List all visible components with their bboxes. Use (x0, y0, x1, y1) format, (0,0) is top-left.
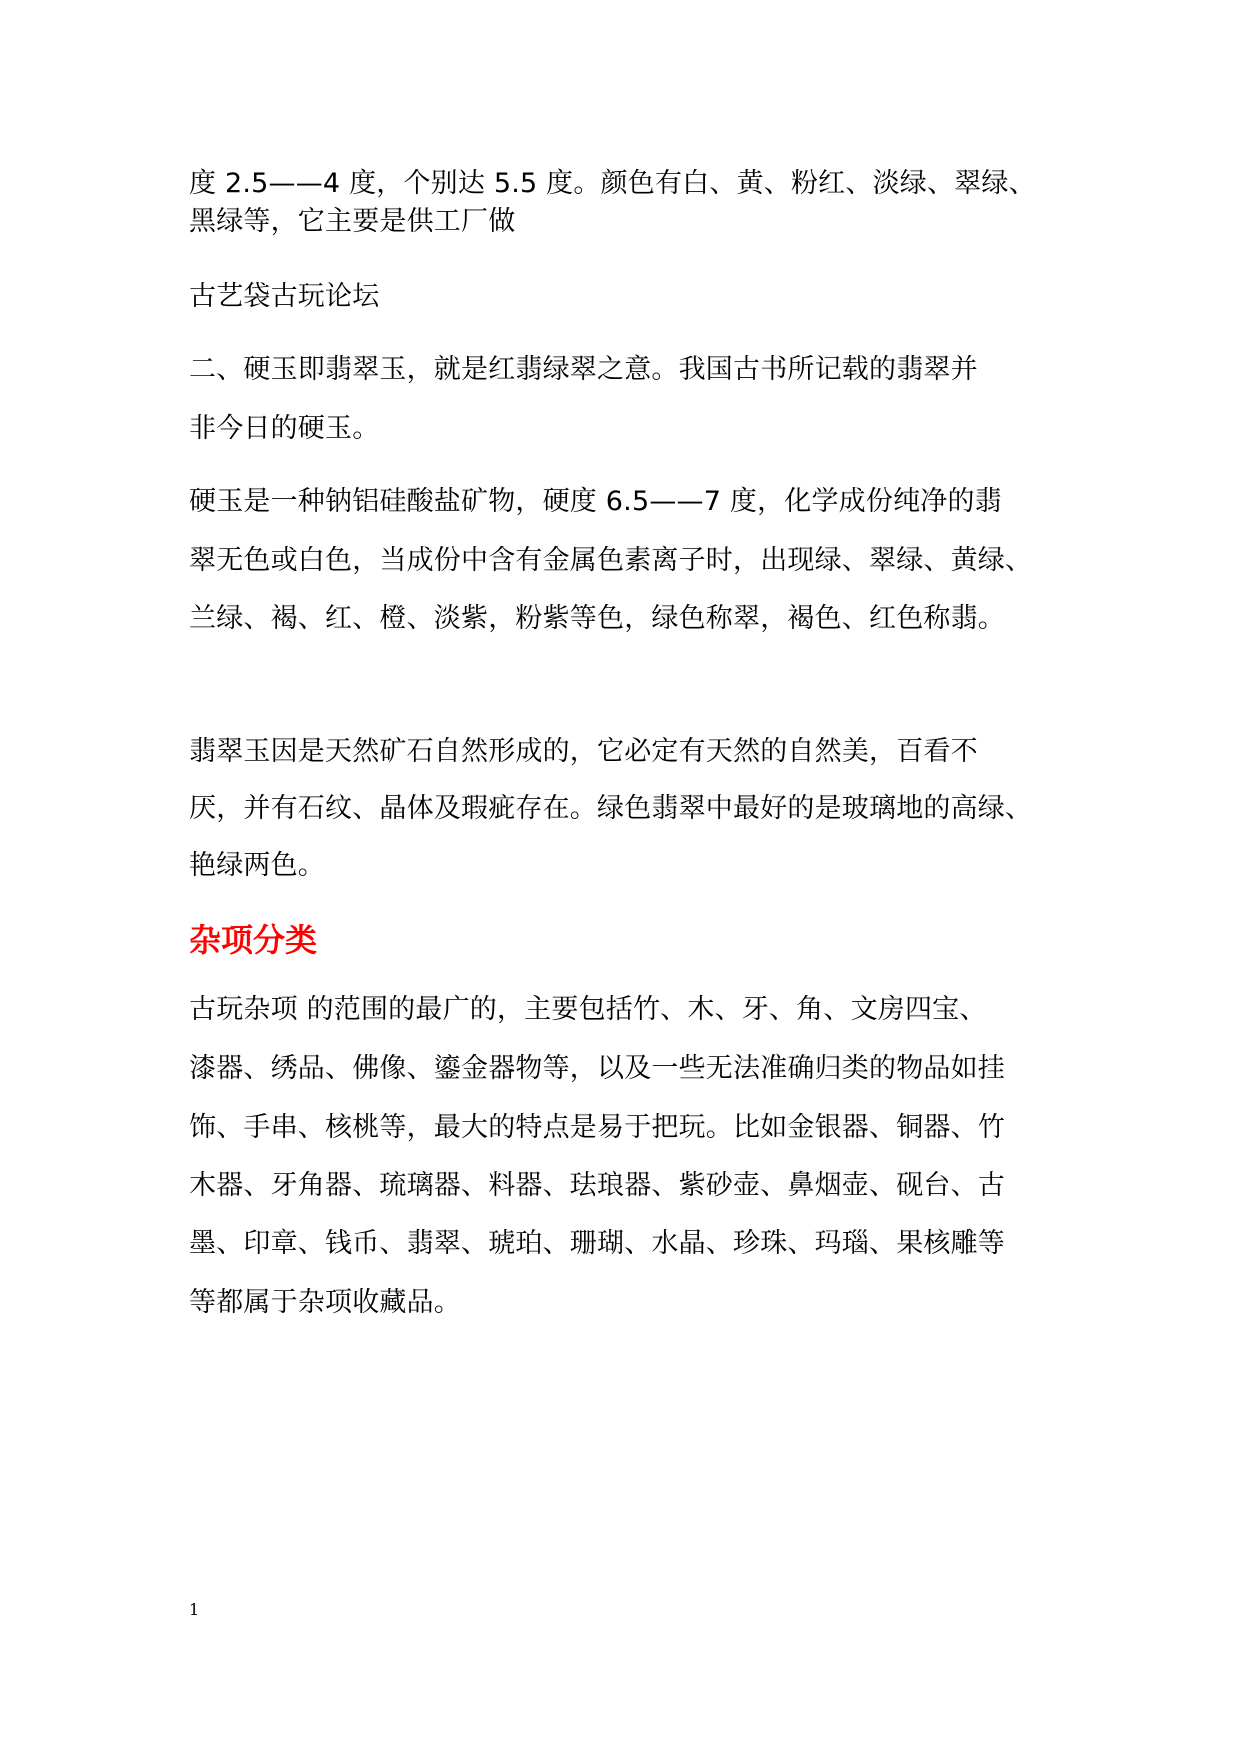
section-line-2: 漆器、绣品、佛像、鎏金器物等，以及一些无法准确归类的物品如挂 (189, 1053, 1005, 1084)
paragraph-1-line-1: 度 2.5——4 度，个别达 5.5 度。颜色有白、黄、粉红、淡绿、翠绿、 (189, 168, 1036, 199)
paragraph-5-line-3: 艳绿两色。 (189, 850, 325, 881)
paragraph-4-line-1: 硬玉是一种钠铝硅酸盐矿物，硬度 6.5——7 度，化学成份纯净的翡 (189, 486, 1002, 517)
section-heading: 杂项分类 (189, 921, 318, 959)
page-number: 1 (189, 1600, 200, 1619)
section-line-3: 饰、手串、核桃等，最大的特点是易于把玩。比如金银器、铜器、竹 (189, 1112, 1005, 1143)
paragraph-3-line-1: 二、硬玉即翡翠玉，就是红翡绿翠之意。我国古书所记载的翡翠并 (189, 354, 978, 385)
section-line-6: 等都属于杂项收藏品。 (189, 1287, 461, 1318)
section-line-5: 墨、印章、钱币、翡翠、琥珀、珊瑚、水晶、珍珠、玛瑙、果核雕等 (189, 1228, 1005, 1259)
paragraph-4-line-2: 翠无色或白色，当成份中含有金属色素离子时，出现绿、翠绿、黄绿、 (189, 545, 1033, 576)
paragraph-1-line-2: 黑绿等，它主要是供工厂做 (189, 206, 516, 237)
paragraph-4-line-3: 兰绿、褐、红、橙、淡紫，粉紫等色，绿色称翠，褐色、红色称翡。 (189, 603, 1005, 634)
paragraph-5-line-2: 厌，并有石纹、晶体及瑕疵存在。绿色翡翠中最好的是玻璃地的高绿、 (189, 793, 1033, 824)
section-line-4: 木器、牙角器、琉璃器、料器、珐琅器、紫砂壶、鼻烟壶、砚台、古 (189, 1170, 1005, 1201)
paragraph-3-line-2: 非今日的硬玉。 (189, 413, 380, 444)
paragraph-5-line-1: 翡翠玉因是天然矿石自然形成的，它必定有天然的自然美，百看不 (189, 736, 978, 767)
paragraph-2-line-1: 古艺袋古玩论坛 (189, 281, 380, 312)
section-line-1: 古玩杂项 的范围的最广的，主要包括竹、木、牙、角、文房四宝、 (189, 994, 987, 1025)
